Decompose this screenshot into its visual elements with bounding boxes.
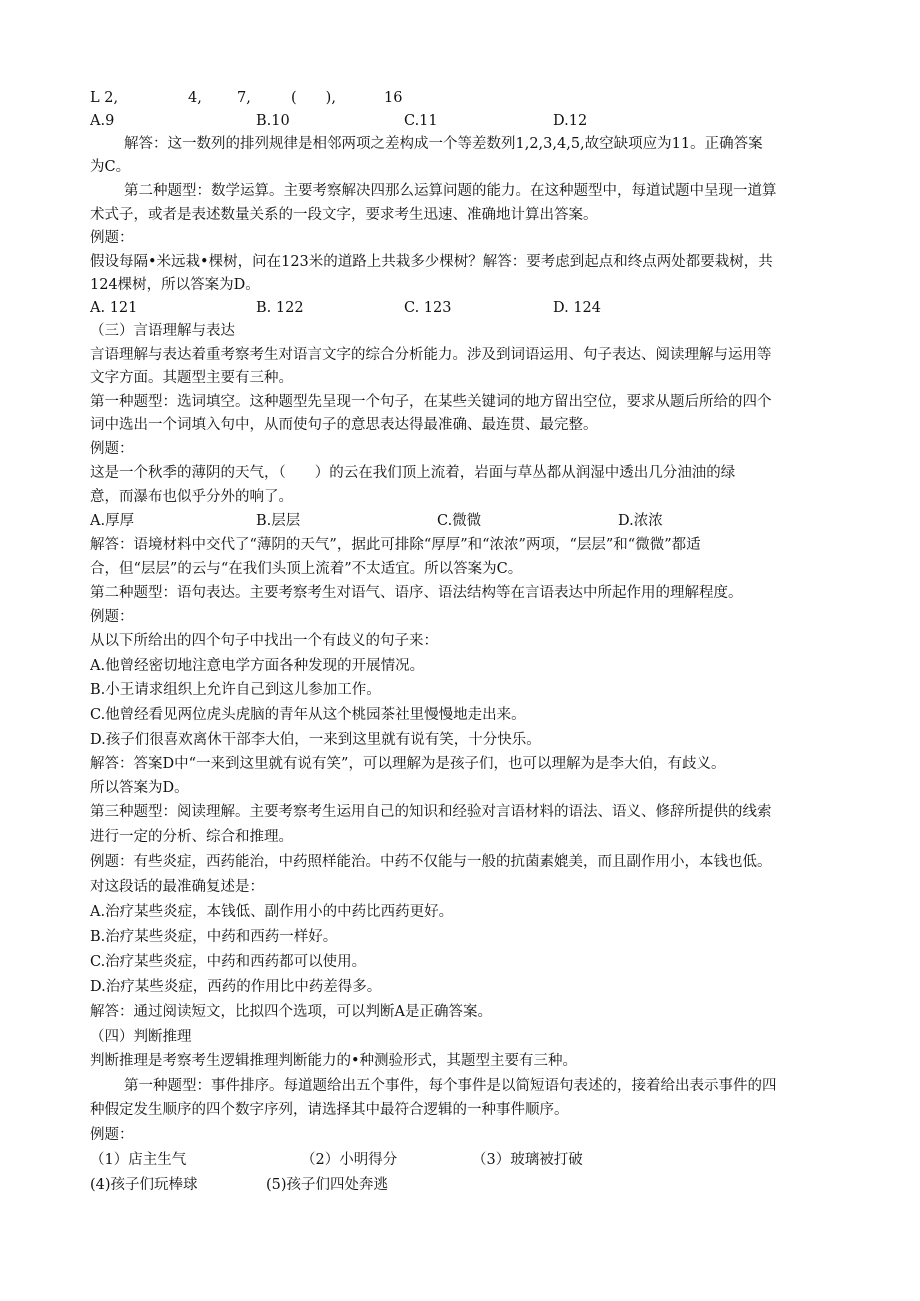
answer-text: 解答：答案D中“一来到这里就有说有笑”，可以理解为是孩子们，也可以理解为是李大伯，有歧义。 (90, 756, 726, 772)
paragraph: 第二种题型：数学运算。主要考察解决四那么运算问题的能力。在这种题型中，每道试题中呈现一道算 (124, 183, 777, 199)
question-text: 假设每隔•米远栽•棵树，问在123米的道路上共栽多少棵树？解答：要考虑到起点和终点两处都要栽树，共 (90, 254, 773, 270)
event-item: （1）店主生气 (90, 1152, 187, 1168)
paragraph: 言语理解与表达着重考察考生对语言文字的综合分析能力。涉及到词语运用、句子表达、阅读理解与运用等 (90, 347, 772, 363)
event-item: (5)孩子们四处奔逃 (266, 1177, 389, 1193)
paragraph: 第二种题型：语句表达。主要考察考生对语气、语序、语法结构等在言语表达中所起作用的理解程度。 (90, 585, 743, 601)
option: A.治疗某些炎症，本钱低、副作用小的中药比西药更好。 (90, 904, 454, 920)
paragraph: 词中选出一个词填入句中，从而使句子的意思表达得最准确、最连贯、最完整。 (90, 417, 598, 433)
answer-text: 解答：这一数列的排列规律是相邻两项之差构成一个等差数列1,2,3,4,5,故空缺项应为11。正确答案 (124, 136, 763, 152)
paragraph: 第一种题型：事件排序。每道题给出五个事件，每个事件是以简短语句表述的，接着给出表示事件的四 (124, 1078, 777, 1094)
paragraph: 进行一定的分析、综合和推理。 (90, 829, 293, 845)
option: B.小王请求组织上允许自己到这儿参加工作。 (90, 682, 381, 698)
answer-text: 解答：语境材料中交代了“薄阴的天气”，据此可排除“厚厚”和“浓浓”两项，“层层”和“微微”都适 (90, 537, 701, 553)
option: B.10 (256, 113, 290, 129)
example-label: 例题： (90, 609, 134, 625)
option: C.微微 (437, 513, 482, 529)
option: A. 121 (90, 300, 138, 316)
option: D. 124 (553, 300, 602, 316)
seq-term: 16 (384, 90, 403, 106)
option: D.治疗某些炎症，西药的作用比中药差得多。 (90, 979, 382, 995)
answer-text: 解答：通过阅读短文，比拟四个选项，可以判断A是正确答案。 (90, 1004, 492, 1020)
option: A.厚厚 (90, 513, 135, 529)
option: A.9 (90, 113, 115, 129)
option: B.层层 (256, 513, 301, 529)
paragraph: 种假定发生顺序的四个数字序列，请选择其中最符合逻辑的一种事件顺序。 (90, 1102, 569, 1118)
event-item: （2）小明得分 (301, 1152, 398, 1168)
seq-term: 7, (237, 90, 251, 106)
paragraph: 判断推理是考察考生逻辑推理判断能力的•种测验形式，其题型主要有三种。 (90, 1053, 578, 1069)
answer-text: 为C。 (90, 159, 131, 175)
answer-text: 合，但“层层”的云与“在我们头顶上流着”不太适宜。所以答案为C。 (90, 561, 523, 577)
question-text: 124棵树，所以答案为D。 (90, 277, 260, 293)
option: D.浓浓 (618, 513, 663, 529)
answer-text: 所以答案为D。 (90, 780, 189, 796)
option: C.他曾经看见两位虎头虎脑的青年从这个桃园茶社里慢慢地走出来。 (90, 707, 526, 723)
event-item: (4)孩子们玩棒球 (90, 1177, 198, 1193)
question-text: 例题：有些炎症，西药能治，中药照样能治。中药不仅能与一般的抗菌素媲美，而且副作用小，本钱也低。 (90, 854, 772, 870)
option: A.他曾经密切地注意电学方面各种发现的开展情况。 (90, 658, 425, 674)
option: C.11 (404, 113, 438, 129)
question-text: 从以下所给出的四个句子中找出一个有歧义的句子来： (90, 633, 438, 649)
option: C. 123 (404, 300, 452, 316)
question-text: 意，而瀑布也似乎分外的响了。 (90, 489, 293, 505)
paragraph: 第三种题型：阅读理解。主要考察考生运用自己的知识和经验对言语材料的语法、语义、修辞所提供的线索 (90, 804, 772, 820)
seq-blank: ( ), (291, 90, 336, 106)
event-item: （3）玻璃被打破 (472, 1152, 583, 1168)
option: D.孩子们很喜欢离休干部李大伯，一来到这里就有说有笑，十分快乐。 (90, 732, 541, 748)
example-label: 例题： (90, 1127, 134, 1143)
paragraph: 文字方面。其题型主要有三种。 (90, 370, 293, 386)
question-text: 对这段话的最准确复述是： (90, 879, 264, 895)
section-heading: （四）判断推理 (90, 1029, 192, 1045)
seq-term: 4, (188, 90, 202, 106)
option: D.12 (553, 113, 588, 129)
paragraph: 术式子，或者是表述数量关系的一段文字，要求考生迅速、准确地计算出答案。 (90, 207, 598, 223)
question-text: 这是一个秋季的薄阴的天气，（ ）的云在我们顶上流着，岩面与草丛都从润湿中透出几分油油的绿 (90, 465, 736, 481)
section-heading: （三）言语理解与表达 (90, 323, 235, 339)
seq-label: L 2, (90, 90, 119, 106)
option: B.治疗某些炎症，中药和西药一样好。 (90, 929, 338, 945)
example-label: 例题： (90, 441, 134, 457)
option: B. 122 (256, 300, 304, 316)
option: C.治疗某些炎症，中药和西药都可以使用。 (90, 954, 367, 970)
example-label: 例题： (90, 230, 134, 246)
paragraph: 第一种题型：选词填空。这种题型先呈现一个句子，在某些关键词的地方留出空位，要求从题后所给的四个 (90, 394, 772, 410)
